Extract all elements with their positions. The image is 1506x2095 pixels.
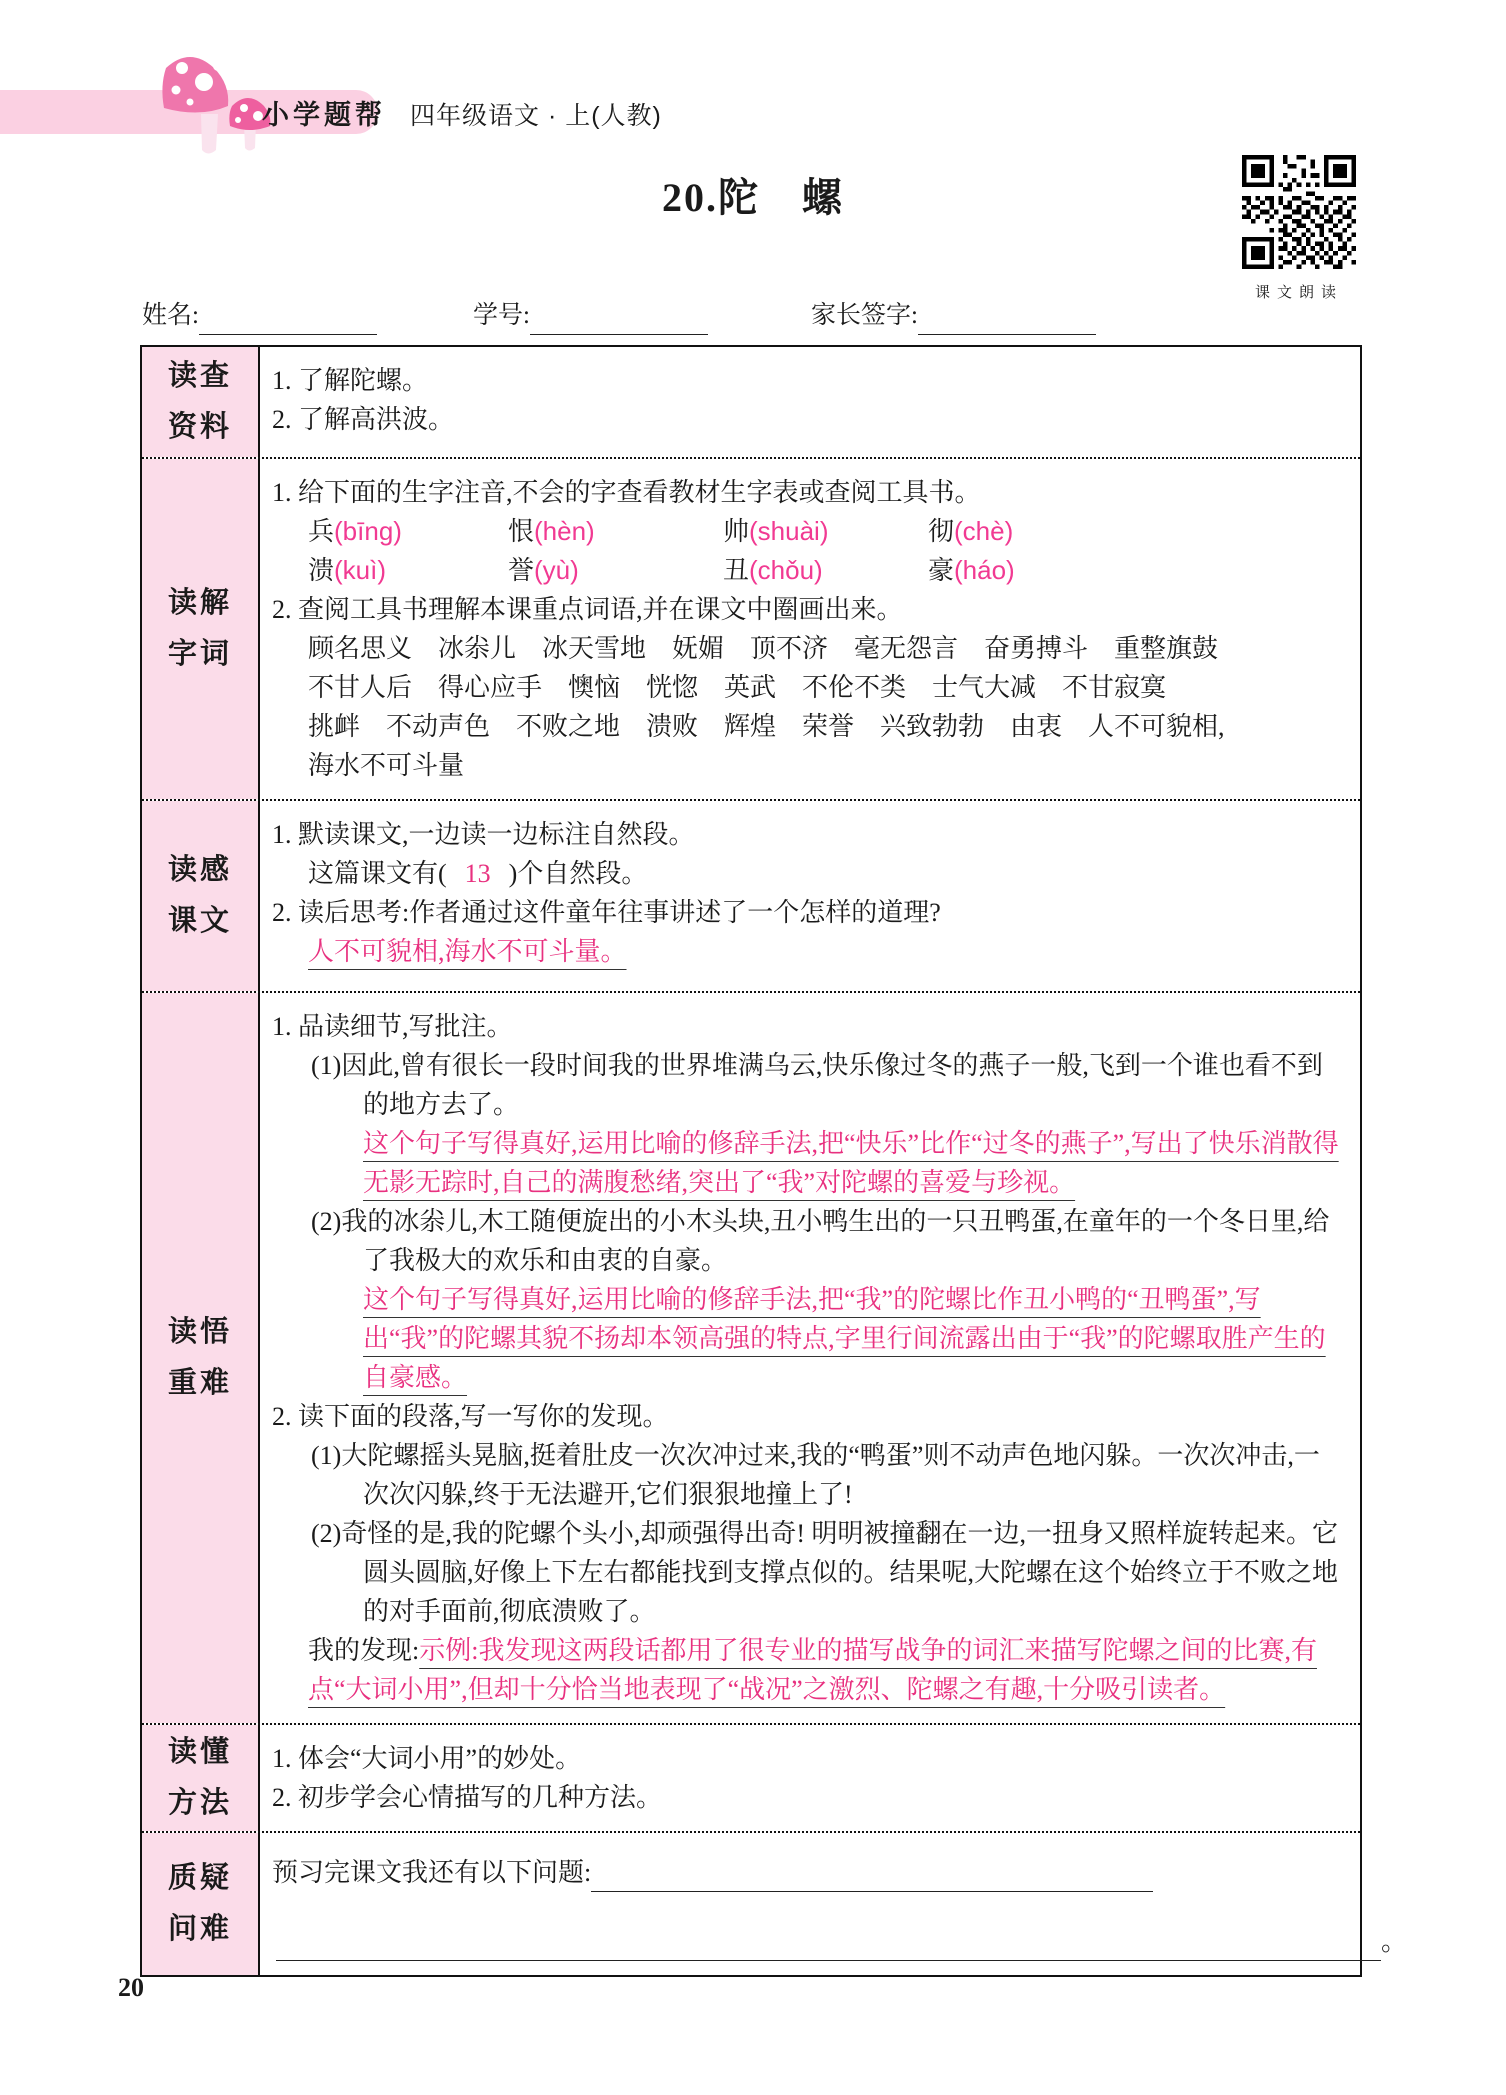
task-line: 2. 读后思考:作者通过这件童年往事讲述了一个怎样的道理? [272,898,941,927]
row-content-reading [260,801,1360,991]
word-line: 海水不可斗量 [308,751,465,780]
parent-sign-label: 家长签字: [811,302,918,329]
pinyin-item: 彻(chè) [928,516,1014,546]
row-label-research: 读查 资料 [142,347,260,457]
word-line: 不甘人后 得心应手 懊恼 恍惚 英武 不伦不类 士气大减 不甘寂寞 [308,673,1167,702]
qr-block [1240,155,1358,313]
discovery-line [308,1631,1342,1709]
page-number: 20 [118,1973,144,2002]
question-blank-1 [591,1864,1153,1892]
excerpt-1: (1)因此,曾有很长一段时间我的世界堆满乌云,快乐像过冬的燕子一般,飞到一个谁也看不到的地方去了。 [311,1051,1323,1119]
fill-line: 这篇课文有( 13 )个自然段。 [308,859,648,888]
parent-sign-blank [918,307,1096,335]
student-id-label: 学号: [473,302,530,329]
row-key-points [142,993,1360,1725]
row-vocabulary [142,459,1360,801]
name-field [142,296,377,335]
row-methods [142,1725,1360,1833]
excerpt-3: (1)大陀螺摇头晃脑,挺着肚皮一次次冲过来,我的“鸭蛋”则不动声色地闪躲。一次次冲击,一次次闪躲,终于无法避开,它们狠狠地撞上了! [311,1441,1320,1509]
pinyin-grid [308,512,1342,590]
student-info-row [0,296,1506,336]
fill-answer: 13 [464,859,491,888]
row-research [142,347,1360,459]
row-content-vocabulary [260,459,1360,799]
row-label-methods: 读懂 方法 [142,1725,260,1831]
pinyin-item: 兵(bīng) [308,516,402,546]
pinyin-item: 誉(yù) [508,555,579,585]
row-label-vocabulary: 读解 字词 [142,459,260,799]
row-content-questions [260,1833,1425,1975]
brand-title: 小学题帮 [262,100,386,130]
excerpt-2: (2)我的冰尜儿,木工随便旋出的小木头块,丑小鸭生出的一只丑鸭蛋,在童年的一个冬日里,给了我极大的欢乐和由衷的自豪。 [311,1207,1330,1275]
task-line: 2. 读下面的段落,写一写你的发现。 [272,1402,669,1431]
row-reading [142,801,1360,993]
task-line: 1. 品读细节,写批注。 [272,1012,513,1041]
student-id-blank [530,307,708,335]
word-line: 挑衅 不动声色 不败之地 溃败 辉煌 荣誉 兴致勃勃 由衷 人不可貌相, [308,712,1225,741]
question-blank-line: 。 [272,1922,1407,1961]
pinyin-item: 溃(kuì) [308,555,387,585]
handwritten-answer: 这个句子写得真好,运用比喻的修辞手法,把“我”的陀螺比作丑小鸭的“丑鸭蛋”,写出“我”的陀螺其貌不扬却本领高强的特点,字里行间流露出由于“我”的陀螺取胜产生的自豪感。 [363,1285,1326,1392]
row-label-key-points: 读悟 重难 [142,993,260,1723]
edition-title: 四年级语文 · 上(人教) [410,102,662,130]
handwritten-answer: 人不可貌相,海水不可斗量。 [308,937,627,966]
task-line: 1. 了解陀螺。 [272,366,429,395]
pinyin-item: 帅(shuài) [723,516,829,546]
task-line: 1. 体会“大词小用”的妙处。 [272,1744,582,1773]
row-label-reading: 读感 课文 [142,801,260,991]
pinyin-item: 豪(háo) [928,555,1015,585]
qr-caption: 课文朗读 [1254,285,1343,301]
name-blank [199,307,377,335]
task-line: 2. 初步学会心情描写的几种方法。 [272,1783,663,1812]
row-label-questions: 质疑 问难 [142,1833,260,1975]
student-id-field [473,296,708,335]
name-label: 姓名: [142,302,199,329]
qr-code-image [1242,155,1356,269]
pinyin-item: 恨(hèn) [508,516,595,546]
word-line: 顾名思义 冰尜儿 冰天雪地 妩媚 顶不济 毫无怨言 奋勇搏斗 重整旗鼓 [308,634,1219,663]
task-line: 1. 默读课文,一边读一边标注自然段。 [272,820,695,849]
discovery-label: 我的发现: [308,1636,420,1665]
word-list [272,629,1342,785]
row-content-methods [260,1725,1360,1831]
handwritten-answer: 示例:我发现这两段话都用了很专业的描写战争的词汇来描写陀螺之间的比赛,有点“大词小用”,但却十分恰当地表现了“战况”之激烈、陀螺之有趣,十分吸引读者。 [308,1636,1317,1704]
task-line: 2. 了解高洪波。 [272,405,455,434]
question-prompt-line: 预习完课文我还有以下问题: [272,1853,1407,1892]
pinyin-item: 丑(chǒu) [723,555,823,585]
row-questions [142,1833,1408,1975]
parent-sign-field [811,296,1096,335]
row-content-research [260,347,1360,457]
task-line: 1. 给下面的生字注音,不会的字查看教材生字表或查阅工具书。 [272,478,981,507]
prestudy-table [140,345,1408,1977]
page-title: 20.陀 螺 [662,175,844,220]
task-line: 2. 查阅工具书理解本课重点词语,并在课文中圈画出来。 [272,595,903,624]
handwritten-answer: 这个句子写得真好,运用比喻的修辞手法,把“快乐”比作“过冬的燕子”,写出了快乐消散得无影无踪时,自己的满腹愁绪,突出了“我”对陀螺的喜爱与珍视。 [363,1129,1339,1197]
question-blank-2 [276,1933,1381,1961]
excerpt-4: (2)奇怪的是,我的陀螺个头小,却顽强得出奇! 明明被撞翻在一边,一扭身又照样旋转起来。它圆头圆脑,好像上下左右都能找到支撑点似的。结果呢,大陀螺在这个始终立于不败之地的对手面前,彻底溃败了。 [311,1519,1339,1626]
row-content-key-points [260,993,1360,1723]
